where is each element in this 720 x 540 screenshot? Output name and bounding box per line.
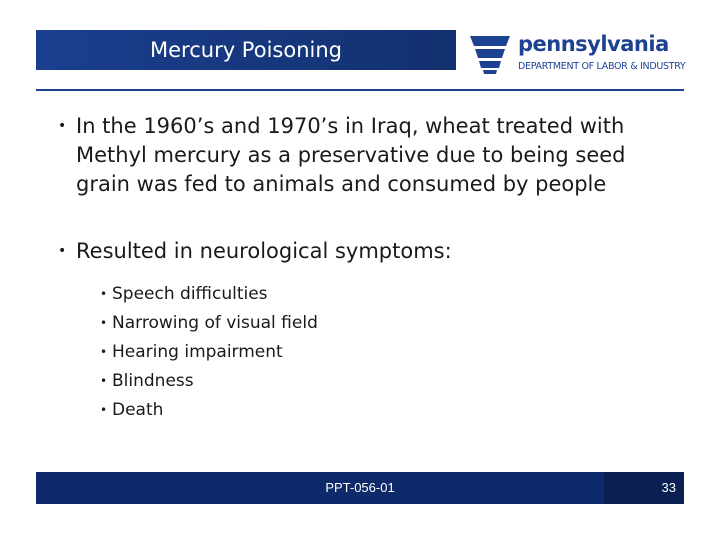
- bullet-icon: •: [100, 316, 108, 330]
- list-item: [100, 338, 676, 367]
- slide-body: [56, 112, 676, 425]
- pennsylvania-logo: [466, 28, 706, 78]
- bullet-item: [56, 112, 676, 199]
- keystone-icon: [466, 32, 514, 76]
- list-item: [100, 396, 676, 425]
- bullet-icon: •: [58, 118, 67, 134]
- logo-name: pennsylvania: [518, 32, 669, 56]
- bullet-text: In the 1960’s and 1970’s in Iraq, wheat treated with Methyl mercury as a preservative due to being seed grain was fed to animals and consumed by people: [76, 114, 626, 196]
- list-item-text: Hearing impairment: [112, 342, 283, 362]
- bullet-icon: •: [100, 374, 108, 388]
- bullet-icon: •: [100, 403, 108, 417]
- header-divider: [36, 89, 684, 91]
- slide-title-bar: [36, 30, 456, 70]
- list-item: [100, 367, 676, 396]
- logo-subtitle: DEPARTMENT OF LABOR & INDUSTRY: [518, 61, 686, 72]
- slide-title: Mercury Poisoning: [150, 38, 342, 62]
- bullet-text: Resulted in neurological symptoms:: [76, 239, 452, 263]
- list-item-text: Speech difficulties: [112, 284, 268, 304]
- list-item-text: Death: [112, 400, 164, 420]
- bullet-icon: •: [100, 345, 108, 359]
- bullet-icon: •: [100, 287, 108, 301]
- bullet-icon: •: [58, 243, 67, 259]
- symptom-list: [100, 280, 676, 425]
- list-item: [100, 309, 676, 338]
- list-item-text: Narrowing of visual field: [112, 313, 318, 333]
- footer-code: PPT-056-01: [325, 480, 395, 495]
- slide-footer: [36, 472, 684, 504]
- list-item-text: Blindness: [112, 371, 194, 391]
- bullet-item: [56, 237, 676, 266]
- page-number: 33: [661, 480, 676, 495]
- list-item: [100, 280, 676, 309]
